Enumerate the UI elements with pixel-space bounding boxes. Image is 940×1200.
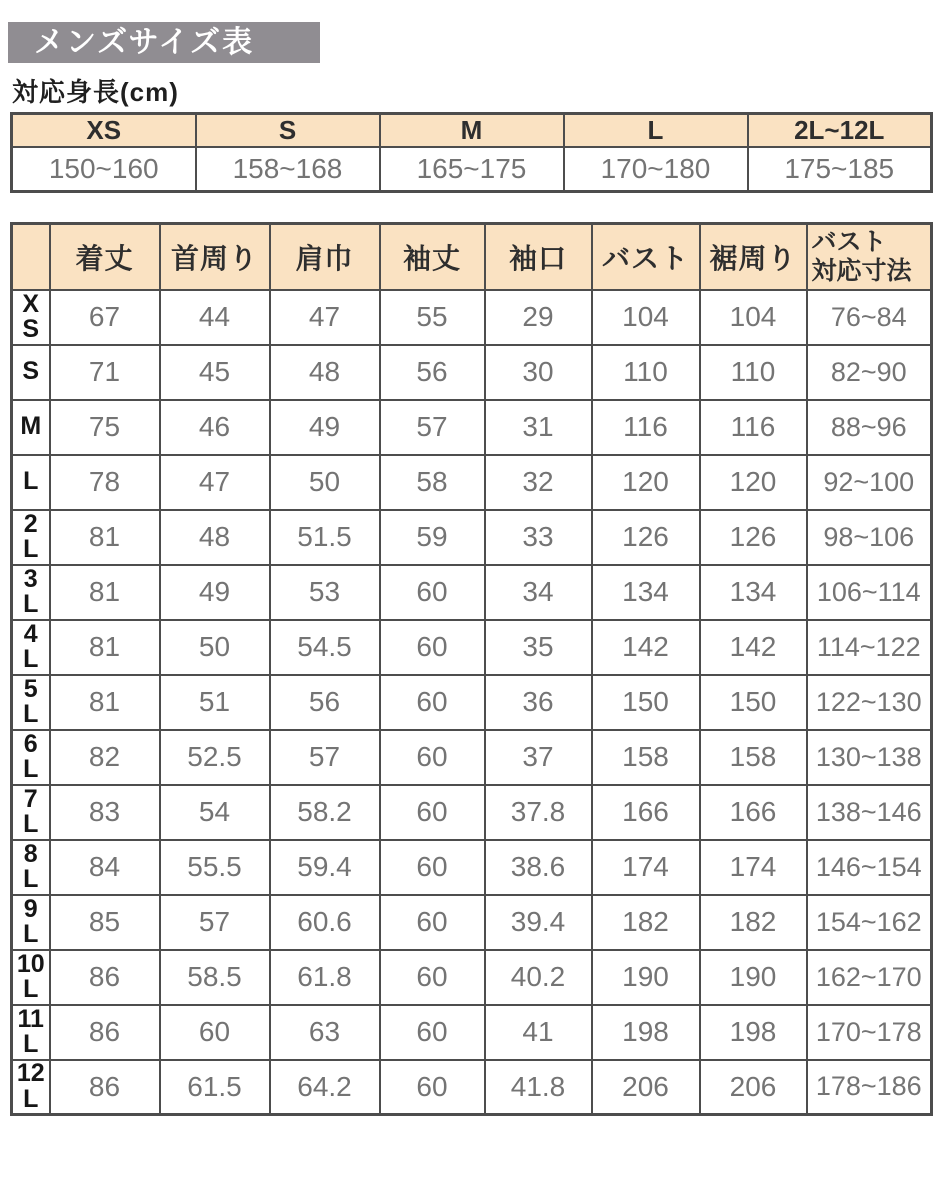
cell-value: 162~170 [807, 950, 932, 1005]
cell-value: 60 [380, 675, 485, 730]
cell-value: 92~100 [807, 455, 932, 510]
cell-value: 30 [485, 345, 592, 400]
cell-value: 76~84 [807, 290, 932, 345]
column-header-neck: 首周り [160, 224, 270, 290]
cell-value: 166 [700, 785, 807, 840]
cell-value: 58 [380, 455, 485, 510]
cell-value: 57 [380, 400, 485, 455]
height-table-header-row [12, 114, 932, 148]
size-table-body [12, 290, 932, 1115]
cell-value: 146~154 [807, 840, 932, 895]
cell-value: 44 [160, 290, 270, 345]
cell-value: 86 [50, 1060, 160, 1115]
cell-value: 60 [380, 1060, 485, 1115]
cell-value: 84 [50, 840, 160, 895]
cell-value: 138~146 [807, 785, 932, 840]
cell-value: 122~130 [807, 675, 932, 730]
cell-value: 60 [380, 950, 485, 1005]
height-value-cell: 150~160 [12, 147, 196, 191]
cell-value: 32 [485, 455, 592, 510]
cell-value: 190 [592, 950, 700, 1005]
cell-value: 110 [592, 345, 700, 400]
cell-value: 53 [270, 565, 380, 620]
row-size-label: X S [12, 290, 50, 345]
height-value-cell: 158~168 [196, 147, 380, 191]
cell-value: 60 [160, 1005, 270, 1060]
row-size-label: 2 L [12, 510, 50, 565]
row-size-label: 9 L [12, 895, 50, 950]
cell-value: 81 [50, 675, 160, 730]
cell-value: 31 [485, 400, 592, 455]
row-size-label: 7 L [12, 785, 50, 840]
cell-value: 61.5 [160, 1060, 270, 1115]
cell-value: 178~186 [807, 1060, 932, 1115]
column-header-sleeve-length: 袖丈 [380, 224, 485, 290]
cell-value: 82 [50, 730, 160, 785]
cell-value: 33 [485, 510, 592, 565]
column-header-bust-range [807, 224, 932, 290]
height-col-header: S [196, 114, 380, 148]
cell-value: 34 [485, 565, 592, 620]
cell-value: 35 [485, 620, 592, 675]
cell-value: 41 [485, 1005, 592, 1060]
cell-value: 170~178 [807, 1005, 932, 1060]
cell-value: 190 [700, 950, 807, 1005]
cell-value: 98~106 [807, 510, 932, 565]
cell-value: 50 [270, 455, 380, 510]
size-table [10, 222, 933, 1116]
cell-value: 126 [592, 510, 700, 565]
cell-value: 38.6 [485, 840, 592, 895]
cell-value: 56 [380, 345, 485, 400]
table-row [12, 675, 932, 730]
cell-value: 56 [270, 675, 380, 730]
cell-value: 57 [270, 730, 380, 785]
cell-value: 86 [50, 1005, 160, 1060]
table-row [12, 620, 932, 675]
column-header-cuff: 袖口 [485, 224, 592, 290]
cell-value: 120 [700, 455, 807, 510]
cell-value: 81 [50, 620, 160, 675]
cell-value: 60 [380, 895, 485, 950]
cell-value: 57 [160, 895, 270, 950]
cell-value: 47 [160, 455, 270, 510]
cell-value: 134 [592, 565, 700, 620]
height-value-cell: 165~175 [380, 147, 564, 191]
table-row [12, 950, 932, 1005]
column-header-shoulder: 肩巾 [270, 224, 380, 290]
row-size-label: M [12, 400, 50, 455]
cell-value: 45 [160, 345, 270, 400]
cell-value: 67 [50, 290, 160, 345]
cell-value: 106~114 [807, 565, 932, 620]
cell-value: 39.4 [485, 895, 592, 950]
cell-value: 49 [270, 400, 380, 455]
cell-value: 158 [700, 730, 807, 785]
cell-value: 58.5 [160, 950, 270, 1005]
height-col-header: L [564, 114, 748, 148]
cell-value: 206 [592, 1060, 700, 1115]
cell-value: 130~138 [807, 730, 932, 785]
table-row [12, 510, 932, 565]
cell-value: 81 [50, 510, 160, 565]
cell-value: 60 [380, 840, 485, 895]
cell-value: 134 [700, 565, 807, 620]
cell-value: 78 [50, 455, 160, 510]
cell-value: 198 [700, 1005, 807, 1060]
cell-value: 116 [700, 400, 807, 455]
size-table-header-row [12, 224, 932, 290]
height-table-caption: 対応身長(cm) [12, 77, 179, 107]
row-size-label: 3 L [12, 565, 50, 620]
cell-value: 71 [50, 345, 160, 400]
cell-value: 51.5 [270, 510, 380, 565]
page-title: メンズサイズ表 [8, 22, 320, 63]
height-table-value-row [12, 147, 932, 191]
table-row [12, 840, 932, 895]
row-size-label: 10 L [12, 950, 50, 1005]
cell-value: 41.8 [485, 1060, 592, 1115]
height-value-cell: 175~185 [748, 147, 932, 191]
cell-value: 88~96 [807, 400, 932, 455]
cell-value: 60 [380, 565, 485, 620]
cell-value: 47 [270, 290, 380, 345]
table-row [12, 895, 932, 950]
cell-value: 40.2 [485, 950, 592, 1005]
row-size-label: 11 L [12, 1005, 50, 1060]
cell-value: 158 [592, 730, 700, 785]
cell-value: 82~90 [807, 345, 932, 400]
cell-value: 60 [380, 785, 485, 840]
cell-value: 206 [700, 1060, 807, 1115]
cell-value: 55 [380, 290, 485, 345]
cell-value: 142 [592, 620, 700, 675]
cell-value: 198 [592, 1005, 700, 1060]
cell-value: 104 [592, 290, 700, 345]
cell-value: 36 [485, 675, 592, 730]
table-row [12, 345, 932, 400]
bust-range-line2: 対応寸法 [811, 256, 912, 285]
row-size-label: S [12, 345, 50, 400]
table-row [12, 785, 932, 840]
cell-value: 182 [700, 895, 807, 950]
cell-value: 58.2 [270, 785, 380, 840]
table-row [12, 730, 932, 785]
height-col-header: 2L~12L [748, 114, 932, 148]
row-size-label: 8 L [12, 840, 50, 895]
cell-value: 114~122 [807, 620, 932, 675]
cell-value: 37 [485, 730, 592, 785]
cell-value: 49 [160, 565, 270, 620]
table-row [12, 455, 932, 510]
cell-value: 51 [160, 675, 270, 730]
cell-value: 150 [592, 675, 700, 730]
cell-value: 46 [160, 400, 270, 455]
cell-value: 59 [380, 510, 485, 565]
table-row [12, 290, 932, 345]
cell-value: 154~162 [807, 895, 932, 950]
cell-value: 60 [380, 1005, 485, 1060]
column-header-body-length: 着丈 [50, 224, 160, 290]
cell-value: 52.5 [160, 730, 270, 785]
cell-value: 61.8 [270, 950, 380, 1005]
cell-value: 60 [380, 620, 485, 675]
cell-value: 60 [380, 730, 485, 785]
table-row [12, 1005, 932, 1060]
cell-value: 29 [485, 290, 592, 345]
column-header-bust: バスト [592, 224, 700, 290]
cell-value: 50 [160, 620, 270, 675]
cell-value: 86 [50, 950, 160, 1005]
cell-value: 81 [50, 565, 160, 620]
column-header-hem: 裾周り [700, 224, 807, 290]
row-size-label: 5 L [12, 675, 50, 730]
cell-value: 55.5 [160, 840, 270, 895]
height-table [10, 112, 933, 193]
height-col-header: XS [12, 114, 196, 148]
cell-value: 166 [592, 785, 700, 840]
cell-value: 116 [592, 400, 700, 455]
cell-value: 54 [160, 785, 270, 840]
cell-value: 63 [270, 1005, 380, 1060]
cell-value: 64.2 [270, 1060, 380, 1115]
row-size-label: 4 L [12, 620, 50, 675]
row-size-label: L [12, 455, 50, 510]
cell-value: 75 [50, 400, 160, 455]
cell-value: 48 [270, 345, 380, 400]
cell-value: 48 [160, 510, 270, 565]
cell-value: 126 [700, 510, 807, 565]
cell-value: 120 [592, 455, 700, 510]
table-row [12, 565, 932, 620]
bust-range-line1: バスト [811, 228, 887, 256]
cell-value: 37.8 [485, 785, 592, 840]
cell-value: 85 [50, 895, 160, 950]
cell-value: 110 [700, 345, 807, 400]
cell-value: 174 [700, 840, 807, 895]
cell-value: 142 [700, 620, 807, 675]
cell-value: 104 [700, 290, 807, 345]
cell-value: 83 [50, 785, 160, 840]
height-col-header: M [380, 114, 564, 148]
row-size-label: 12 L [12, 1060, 50, 1115]
cell-value: 59.4 [270, 840, 380, 895]
table-row [12, 400, 932, 455]
height-value-cell: 170~180 [564, 147, 748, 191]
corner-cell [12, 224, 50, 290]
cell-value: 54.5 [270, 620, 380, 675]
cell-value: 60.6 [270, 895, 380, 950]
cell-value: 174 [592, 840, 700, 895]
cell-value: 150 [700, 675, 807, 730]
cell-value: 182 [592, 895, 700, 950]
table-row [12, 1060, 932, 1115]
row-size-label: 6 L [12, 730, 50, 785]
